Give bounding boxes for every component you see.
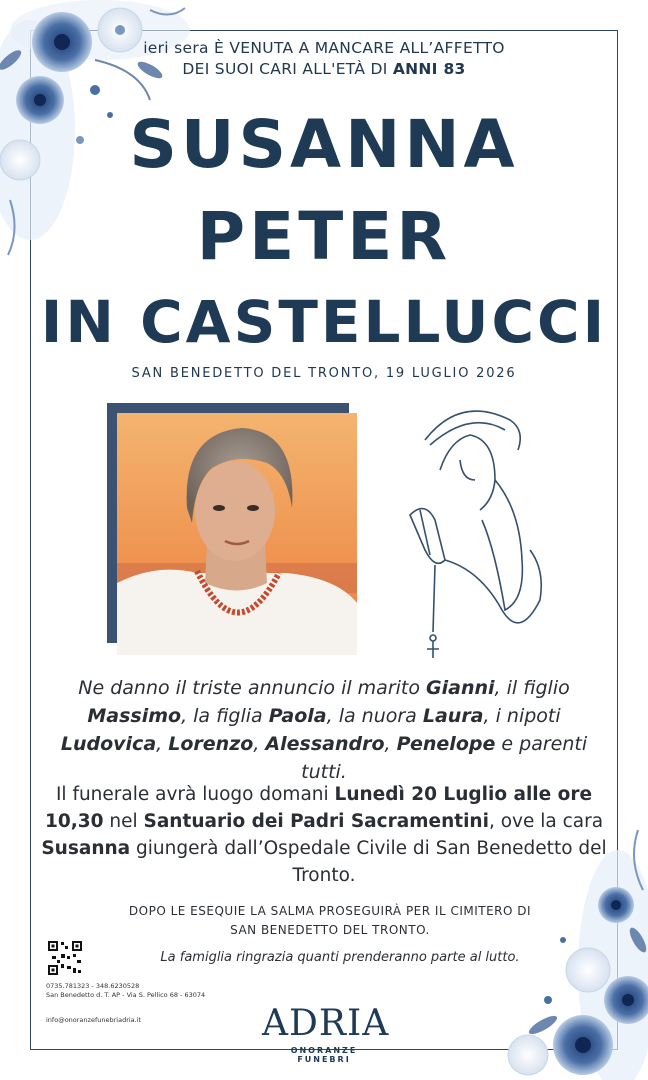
madonna-line-drawing-icon <box>400 400 550 665</box>
announcement-text: , i nipoti <box>483 705 561 727</box>
announcement-text: , il figlio <box>494 677 570 699</box>
announcement-text: e parenti tutti. <box>301 733 588 783</box>
separator: , <box>253 733 266 755</box>
husband-name: Gianni <box>426 677 495 699</box>
adria-logo <box>262 1003 390 1064</box>
grandchild-name: Lorenzo <box>168 733 254 755</box>
contact-phones: 0735.781323 - 348.6230528 <box>46 982 140 990</box>
contact-email[interactable]: info@onoranzefunebriadria.it <box>46 1016 142 1024</box>
funeral-text: nel <box>103 811 144 832</box>
funeral-paragraph <box>40 781 608 889</box>
separator: , <box>156 733 169 755</box>
burial-notice <box>100 902 560 940</box>
grandchild-name: Ludovica <box>60 733 157 755</box>
burial-line-1: DOPO LE ESEQUIE LA SALMA PROSEGUIRÀ PER IL CIMITERO DI <box>128 904 532 918</box>
funeral-text: giungerà dall’Ospedale Civile di San Benedetto del Tronto. <box>130 838 607 886</box>
funeral-date: Lunedì 20 Luglio alle ore 10,30 <box>44 784 593 832</box>
intro-line-2-prefix: DEI SUOI CARI ALL'ETÀ DI <box>182 60 393 78</box>
intro-text <box>0 38 648 80</box>
announcement-paragraph <box>40 674 608 786</box>
daughter-name: Paola <box>268 705 327 727</box>
contact-address: San Benedetto d. T. AP - Via S. Pellico 68 - 63074 <box>46 991 206 999</box>
announcement-text: , la figlia <box>181 705 269 727</box>
church-name: Santuario dei Padri Sacramentini <box>143 811 489 832</box>
intro-line-1: ieri sera È VENUTA A MANCARE ALL’AFFETTO <box>143 39 505 57</box>
thanks-note: La famiglia ringrazia quanti prenderanno parte al lutto. <box>160 950 520 965</box>
deceased-name-inline: Susanna <box>41 838 131 859</box>
deceased-married-name: IN CASTELLUCCI <box>40 288 608 356</box>
deceased-first-name: SUSANNA <box>129 106 519 183</box>
announcement-text: , la nuora <box>326 705 423 727</box>
son-name: Massimo <box>87 705 182 727</box>
announcement-text: Ne danno il triste annuncio il marito <box>78 677 427 699</box>
logo-wordmark: ADRIA <box>262 1003 390 1044</box>
portrait-photo <box>117 413 357 655</box>
place-and-date: SAN BENEDETTO DEL TRONTO, 19 LUGLIO 2026 <box>131 366 517 381</box>
grandchild-name: Alessandro <box>265 733 385 755</box>
grandchild-name: Penelope <box>396 733 496 755</box>
burial-line-2: SAN BENEDETTO DEL TRONTO. <box>230 923 430 937</box>
logo-subtitle: ONORANZE FUNEBRI <box>290 1046 358 1064</box>
qr-code-icon[interactable] <box>47 940 83 976</box>
age: ANNI 83 <box>392 60 466 78</box>
deceased-last-name: PETER <box>196 198 452 275</box>
funeral-text: , ove la cara <box>488 811 604 832</box>
daughter-in-law-name: Laura <box>422 705 484 727</box>
separator: , <box>384 733 397 755</box>
intro-line-2 <box>0 59 648 80</box>
funeral-text: Il funerale avrà luogo domani <box>55 784 335 805</box>
